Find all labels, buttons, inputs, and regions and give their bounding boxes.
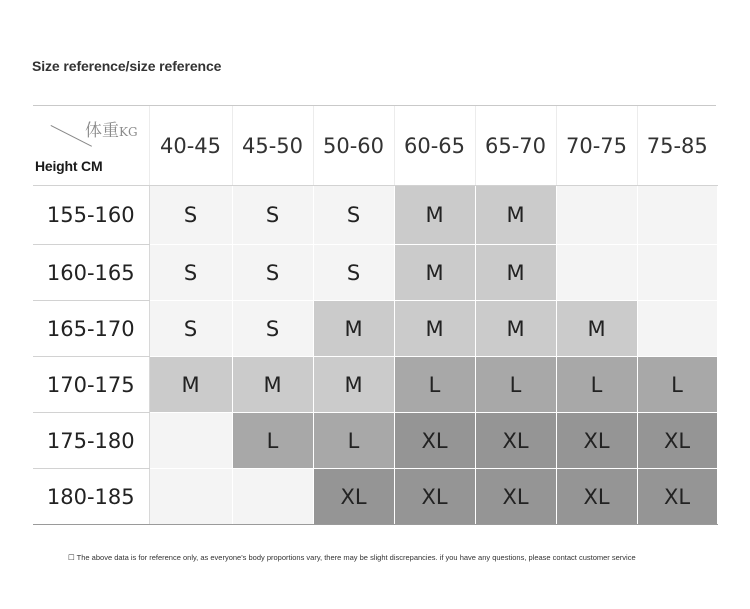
size-cell [556,186,637,245]
height-row-label: 160-165 [33,245,149,301]
height-row-label: 155-160 [33,186,149,245]
size-chart-table [33,106,718,525]
weight-header: 50-60 [313,106,394,186]
table-row [33,301,717,357]
size-cell: XL [556,413,637,469]
size-cell [232,469,313,525]
size-cell: S [232,301,313,357]
size-cell: XL [556,469,637,525]
size-cell: S [149,186,232,245]
size-cell [556,245,637,301]
size-cell: L [232,413,313,469]
size-cell [149,469,232,525]
table-row [33,245,717,301]
size-cell: S [232,186,313,245]
size-cell [637,301,717,357]
size-cell: XL [637,413,717,469]
disclaimer-note: ☐ The above data is for reference only, as everyone's body proportions vary, there may be slight discrepancies. if you have any questions, please contact customer service [68,553,636,562]
size-cell: M [394,245,475,301]
size-cell: L [556,357,637,413]
table-row [33,469,717,525]
size-cell: S [149,301,232,357]
size-cell: M [149,357,232,413]
height-row-label: 170-175 [33,357,149,413]
weight-header: 60-65 [394,106,475,186]
size-cell: XL [394,413,475,469]
size-cell [637,245,717,301]
table-row [33,186,717,245]
size-cell: M [475,186,556,245]
size-cell: S [313,245,394,301]
size-cell: M [394,301,475,357]
size-cell: M [556,301,637,357]
height-axis-label: Height CM [35,158,103,174]
weight-header: 75-85 [637,106,717,186]
page-title: Size reference/size reference [32,58,222,74]
size-cell: M [313,301,394,357]
size-cell: S [149,245,232,301]
table-row [33,413,717,469]
size-cell: XL [637,469,717,525]
size-cell: M [313,357,394,413]
size-cell: M [475,245,556,301]
weight-header: 40-45 [149,106,232,186]
size-cell: XL [394,469,475,525]
weight-header: 70-75 [556,106,637,186]
weight-header: 45-50 [232,106,313,186]
height-row-label: 175-180 [33,413,149,469]
size-cell: M [475,301,556,357]
weight-axis-label: 体重KG [85,121,138,141]
weight-header: 65-70 [475,106,556,186]
size-cell: L [637,357,717,413]
corner-cell [33,106,149,186]
size-cell: L [313,413,394,469]
size-cell: L [475,357,556,413]
size-cell: L [394,357,475,413]
size-cell [637,186,717,245]
height-row-label: 165-170 [33,301,149,357]
table-row [33,357,717,413]
size-cell: XL [313,469,394,525]
height-row-label: 180-185 [33,469,149,525]
size-cell: M [232,357,313,413]
size-cell: M [394,186,475,245]
size-cell [149,413,232,469]
size-cell: S [313,186,394,245]
header-row [33,106,717,186]
size-cell: XL [475,413,556,469]
size-cell: S [232,245,313,301]
size-cell: XL [475,469,556,525]
